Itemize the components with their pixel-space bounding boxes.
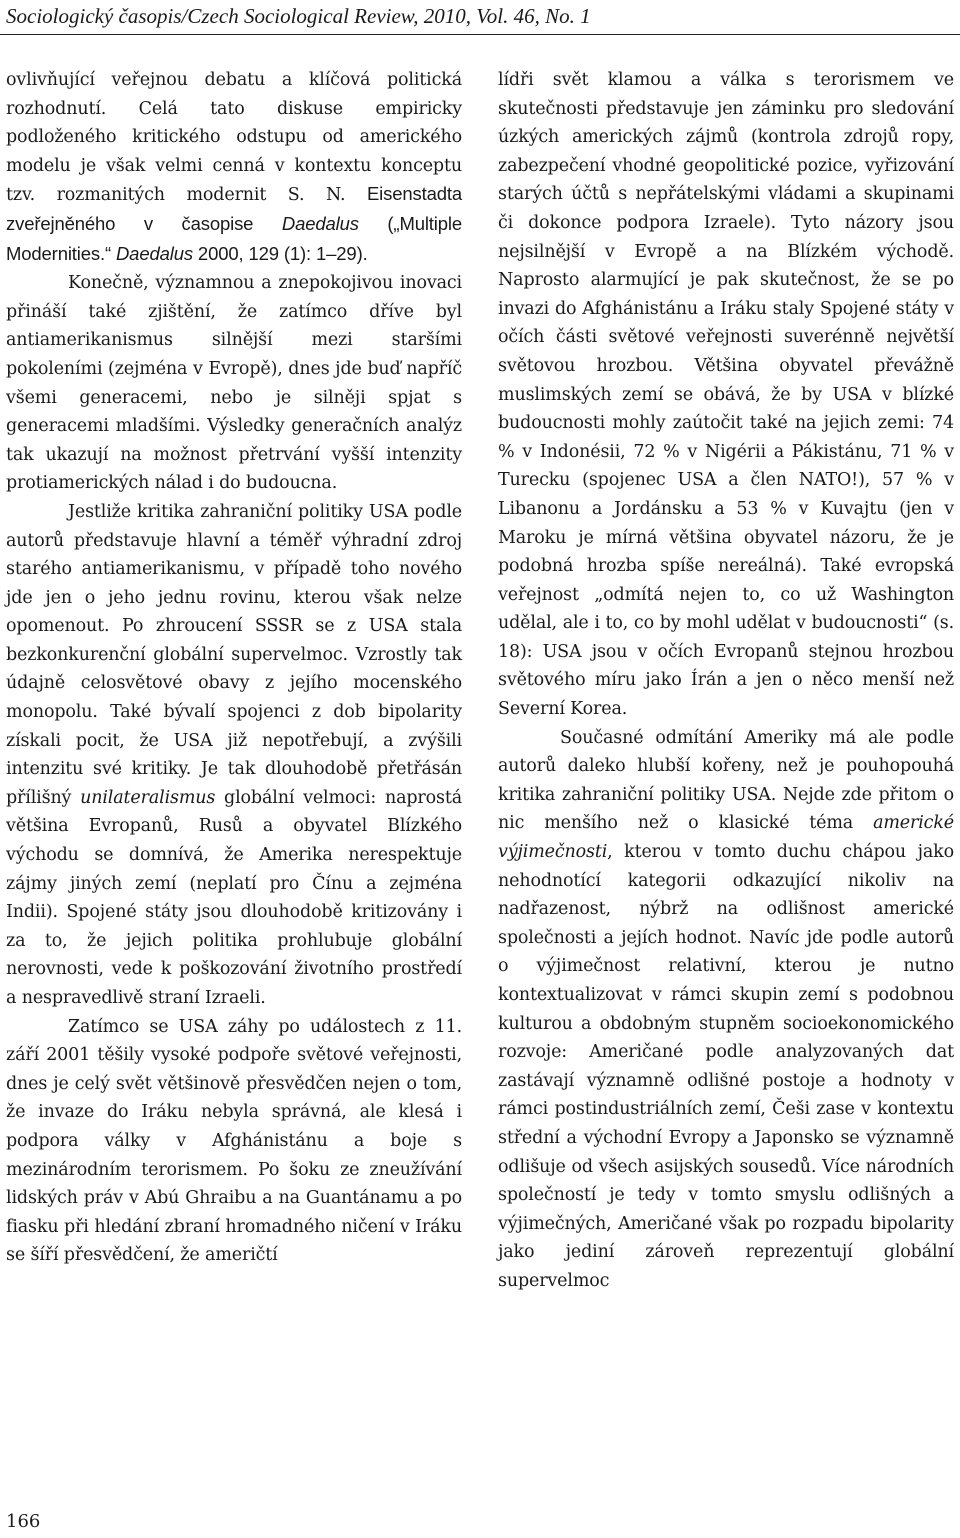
page-number: 166 <box>6 1511 41 1532</box>
right-column <box>498 66 954 1296</box>
unilateralismus-term: unilateralismus <box>80 787 216 808</box>
header-rule <box>0 34 960 35</box>
left-p3-text-a: Jestliže kritika zahraniční politiky USA podle autorů představuje hlavní a téměř výhradní zdroj starého antiamerikanismu, v případě toho nového jde jen o jeho jednu rovinu, kterou však nelze opomenout. Po zhroucení SSSR se z USA stala bezkonkurenční globální supervelmoc. Vzrostly tak údajně celosvětové obavy z jejího mocenského monopolu. Také bývalí spojenci z dob bipolarity získali pocit, že USA již nepotřebují, a zvýšili intenzitu své kritiky. Je tak dlouhodobě přetřásán přílišný <box>6 501 462 808</box>
reference-text-b: („Multiple Modernities.“ <box>6 212 462 264</box>
reference-text-a: Eisenstadta zveřejněného v časopise <box>6 183 462 234</box>
reference-text-c: 2000, 129 (1): 1–29). <box>192 242 368 264</box>
left-paragraph-3 <box>6 498 462 1013</box>
left-paragraph-2: Konečně, významnou a znepokojivou inovaci přináší také zjištění, že zatímco dříve byl antiamerikanismus silnější mezi staršími pokoleními (zejména v Evropě), dnes jde buď napříč všemi generacemi, nebo je silněji spjat s generacemi mladšími. Výsledky generačních analýz tak ukazují na možnost přetrvání vyšší intenzity protiamerických nálad i do budoucna. <box>6 273 462 494</box>
right-paragraph-2 <box>498 724 954 1296</box>
right-p2-text-b: , kterou v tomto duchu chápou jako nehodnotící kategorii odkazující nikoliv na nadřazenost, nýbrž na odlišnost americké společnosti a jejích hodnot. Navíc jde podle autorů o výjimečnost relativní, kterou je nutno kontextualizovat v rámci skupin zemí s podobnou kulturou a obdobným stupněm socioekonomického rozvoje: Američané podle analyzovaných dat zastávají významně odlišné postoje a hodnoty v rámci postindustriálních zemí, Češi zase v kontextu střední a východní Evropy a Japonsko se významně odlišuje od všech asijských sousedů. Více národních společností je tedy v tomto smyslu odlišných a výjimečných, Američané však po rozpadu bipolarity jako jediní zároveň reprezentují globální supervelmoc <box>498 842 954 1291</box>
left-column <box>6 66 462 1270</box>
running-header: Sociologický časopis/Czech Sociological Review, 2010, Vol. 46, No. 1 <box>6 4 591 28</box>
left-paragraph-4: Zatímco se USA záhy po událostech z 11. září 2001 těšily vysoké podpoře světové veřejnosti, dnes je celý svět většinově přesvědčen nejen o tom, že invaze do Iráku nebyla správná, ale klesá i podpora války v Afghánistánu a boje s mezinárodním terorismem. Po šoku ze zneužívání lidských práv v Abú Ghraibu a na Guantánamu a po fiasku při hledání zbraní hromadného ničení v Iráku se šíří přesvědčení, že američtí <box>6 1016 462 1266</box>
exceptionalism-term: americké výjimečnosti <box>498 813 954 863</box>
left-paragraph-1 <box>6 66 462 269</box>
right-paragraph-1: lídři svět klamou a válka s terorismem ve skutečnosti představuje jen záminku pro sledování úzkých amerických zájmů (kontrola zdrojů ropy, zabezpečení vhodné geopolitické pozice, vyřizování starých účtů s nepřátelskými vládami a skupinami či dokonce podpora Izraele). Tyto názory jsou nejsilnější v Evropě a na Blízkém východě. Naprosto alarmující je pak skutečnost, že se po invazi do Afghánistánu a Iráku staly Spojené státy v očích části světové veřejnosti suverénně největší světovou hrozbou. Většina obyvatel převážně muslimských zemí se obává, že by USA v blízké budoucnosti mohly zaútočit také na jejich zemi: 74 % v Indonésii, 72 % v Nigérii a Pákistánu, 71 % v Turecku (spojenec USA a člen NATO!), 57 % v Libanonu a Jordánsku a 53 % v Kuvajtu (jen v Maroku je mírná většina obyvatel názoru, že je podobná hrozba spíše nereálná). Také evropská veřejnost „odmítá nejen to, co už Washington udělal, ale i to, co by mohl udělat v budoucnosti“ (s. 18): USA jsou v očích Evropanů stejnou hrozbou světového míru jako Írán a jen o něco menší než Severní Korea. <box>498 70 954 720</box>
journal-title-2: Daedalus <box>115 242 193 264</box>
left-p3-text-b: globální velmoci: naprostá většina Evropanů, Rusů a obyvatel Blízkého východu se domnívá, že Amerika nerespektuje zájmy jiných zemí (neplatí pro Čínu a zejména Indii). Spojené státy jsou dlouhodobě kritizovány i za to, že jejich politika prohlubuje globální nerovnosti, vede k poškozování životního prostředí a nespravedlivě straní Izraeli. <box>6 787 463 1008</box>
right-p2-text-a: Současné odmítání Ameriky má ale podle autorů daleko hlubší kořeny, než je pouhopouhá kritika zahraniční politiky USA. Nejde zde přitom o nic menšího než o klasické téma <box>498 727 954 834</box>
left-p1-text: ovlivňující veřejnou debatu a klíčová politická rozhodnutí. Celá tato diskuse empiricky podloženého kritického odstupu od amerického modelu je však velmi cenná v kontextu konceptu tzv. rozmanitých modernit S. N. <box>6 70 462 206</box>
journal-title: Daedalus <box>281 212 359 234</box>
